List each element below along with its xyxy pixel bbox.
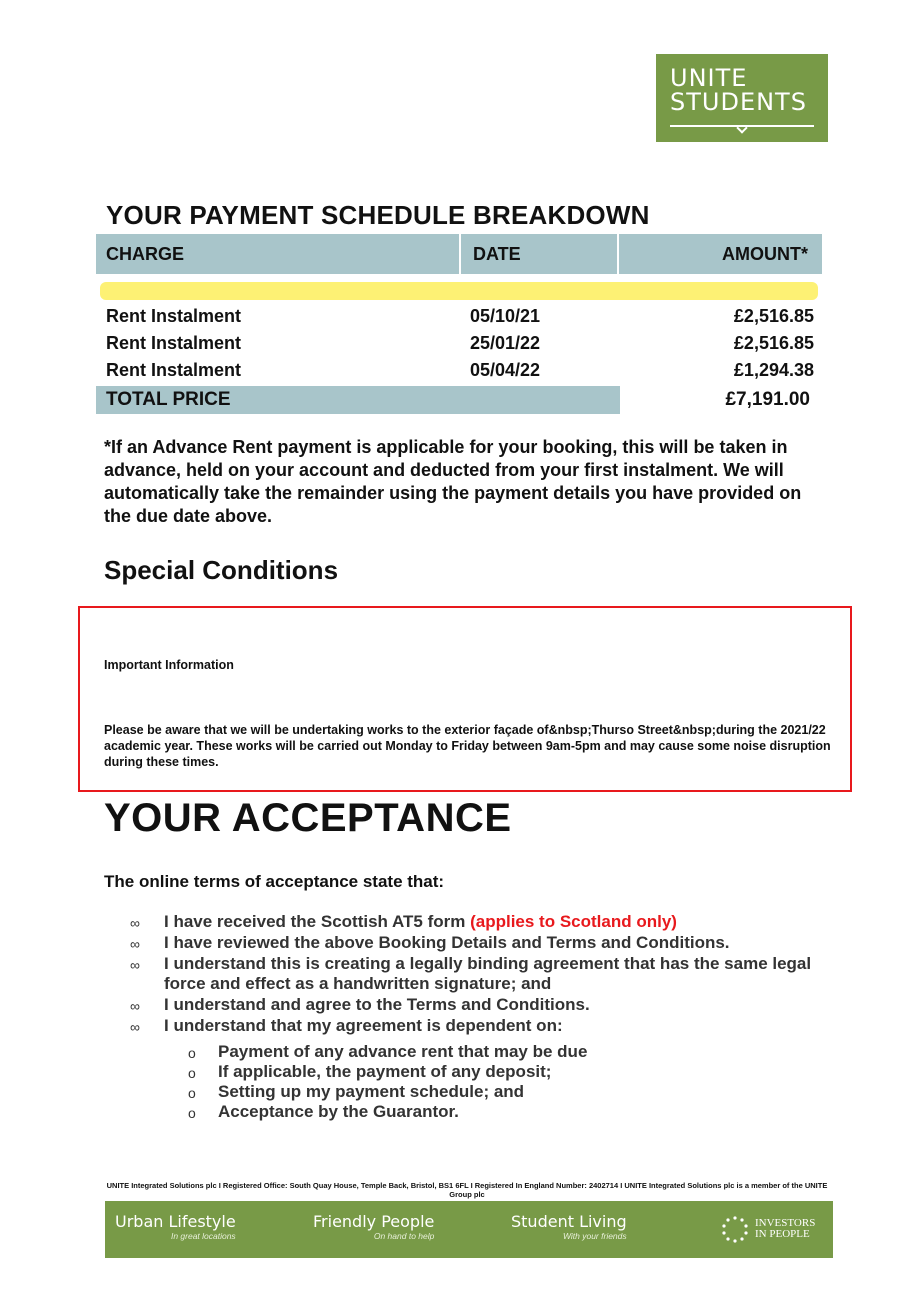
row-amount: £2,516.85 bbox=[733, 306, 814, 326]
table-row bbox=[106, 360, 814, 384]
list-item bbox=[130, 1016, 830, 1036]
header-amount: AMOUNT* bbox=[619, 234, 822, 274]
list-item-text: I have reviewed the above Booking Details and Terms and Conditions. bbox=[164, 933, 730, 952]
row-amount: £2,516.85 bbox=[733, 333, 814, 353]
list-item-text: I understand that my agreement is dependent on: bbox=[164, 1016, 563, 1035]
sub-list-item bbox=[188, 1102, 788, 1122]
list-item bbox=[130, 995, 830, 1015]
list-item bbox=[130, 954, 830, 994]
schedule-title: YOUR PAYMENT SCHEDULE BREAKDOWN bbox=[106, 200, 650, 230]
important-information-body: Please be aware that we will be undertaking works to the exterior façade of&nbsp;Thurso Street&nbsp;during the 2021/22 academic year. These works will be carried out Monday to Friday between 9am-5pm and may cause some noise disruption during these times. bbox=[104, 723, 831, 769]
header-charge: CHARGE bbox=[96, 234, 459, 274]
list-item bbox=[130, 912, 830, 932]
sub-list-item-text: If applicable, the payment of any deposit; bbox=[218, 1062, 552, 1081]
unite-students-logo bbox=[656, 54, 828, 142]
investors-line-2: IN PEOPLE bbox=[755, 1228, 810, 1240]
tagline-student-living bbox=[511, 1213, 627, 1241]
list-item-text: I understand and agree to the Terms and Conditions. bbox=[164, 995, 590, 1014]
circle-bullet-icon: o bbox=[188, 1085, 196, 1101]
row-date: 05/10/21 bbox=[470, 306, 541, 326]
infinity-bullet-icon: ∞ bbox=[130, 957, 140, 973]
tagline-main: Student Living bbox=[511, 1212, 627, 1231]
important-information-title: Important Information bbox=[104, 658, 234, 672]
circle-bullet-icon: o bbox=[188, 1065, 196, 1081]
row-amount: £1,294.38 bbox=[733, 360, 814, 380]
total-amount: £7,191.00 bbox=[725, 389, 810, 410]
footer-legal-text: UNITE Integrated Solutions plc I Registered Office: South Quay House, Temple Back, Bristol, BS1 6FL I Registered In England Number: 2402714 I UNITE Integrated Solutions plc is a member of the UNITE Group plc bbox=[106, 1181, 828, 1199]
list-item bbox=[130, 933, 830, 953]
row-date: 25/01/22 bbox=[470, 333, 541, 353]
terms-intro: The online terms of acceptance state that: bbox=[104, 872, 445, 891]
circle-bullet-icon: o bbox=[188, 1105, 196, 1121]
dependency-list bbox=[188, 1042, 788, 1122]
scotland-only-note: (applies to Scotland only) bbox=[470, 912, 677, 931]
investors-line-1: INVESTORS bbox=[755, 1217, 816, 1229]
laurel-icon bbox=[721, 1215, 749, 1243]
highlight-mark bbox=[100, 282, 818, 300]
sub-list-item bbox=[188, 1082, 788, 1102]
sub-list-item-text: Acceptance by the Guarantor. bbox=[218, 1102, 459, 1121]
tagline-sub: With your friends bbox=[562, 1231, 627, 1241]
tagline-main: Friendly People bbox=[313, 1212, 435, 1231]
table-row bbox=[106, 306, 814, 330]
acceptance-list bbox=[130, 912, 830, 1037]
advance-rent-note: *If an Advance Rent payment is applicable for your booking, this will be taken in advance, held on your account and deducted from your first instalment. We will automatically take the remainder using the payment details you have provided on the due date above. bbox=[104, 437, 802, 526]
acceptance-title: YOUR ACCEPTANCE bbox=[104, 796, 512, 840]
row-date: 05/04/22 bbox=[470, 360, 541, 380]
infinity-bullet-icon: ∞ bbox=[130, 1019, 140, 1035]
table-row bbox=[106, 333, 814, 357]
sub-list-item-text: Payment of any advance rent that may be due bbox=[218, 1042, 588, 1061]
special-conditions-title: Special Conditions bbox=[104, 555, 339, 585]
header-date: DATE bbox=[461, 234, 617, 274]
schedule-table-header bbox=[96, 234, 822, 274]
footer-banner bbox=[105, 1201, 833, 1258]
tagline-main: Urban Lifestyle bbox=[115, 1212, 236, 1231]
list-item-text: I understand this is creating a legally binding agreement that has the same legal force and effect as a handwritten signature; and bbox=[164, 954, 812, 993]
infinity-bullet-icon: ∞ bbox=[130, 998, 140, 1014]
total-label: TOTAL PRICE bbox=[106, 389, 231, 410]
logo-line-2: STUDENTS bbox=[670, 88, 807, 116]
row-charge: Rent Instalment bbox=[106, 306, 242, 326]
circle-bullet-icon: o bbox=[188, 1045, 196, 1061]
infinity-bullet-icon: ∞ bbox=[130, 915, 140, 931]
tagline-sub: On hand to help bbox=[373, 1231, 435, 1241]
tagline-urban-lifestyle bbox=[115, 1213, 236, 1241]
list-item-text: I have received the Scottish AT5 form bbox=[164, 912, 471, 931]
sub-list-item bbox=[188, 1042, 788, 1062]
infinity-bullet-icon: ∞ bbox=[130, 936, 140, 952]
logo-line-1: UNITE bbox=[670, 64, 748, 92]
row-charge: Rent Instalment bbox=[106, 333, 242, 353]
sub-list-item bbox=[188, 1062, 788, 1082]
sub-list-item-text: Setting up my payment schedule; and bbox=[218, 1082, 525, 1101]
tagline-friendly-people bbox=[313, 1213, 434, 1241]
investors-in-people-logo bbox=[721, 1215, 815, 1243]
tagline-sub: In great locations bbox=[170, 1231, 236, 1241]
row-charge: Rent Instalment bbox=[106, 360, 242, 380]
